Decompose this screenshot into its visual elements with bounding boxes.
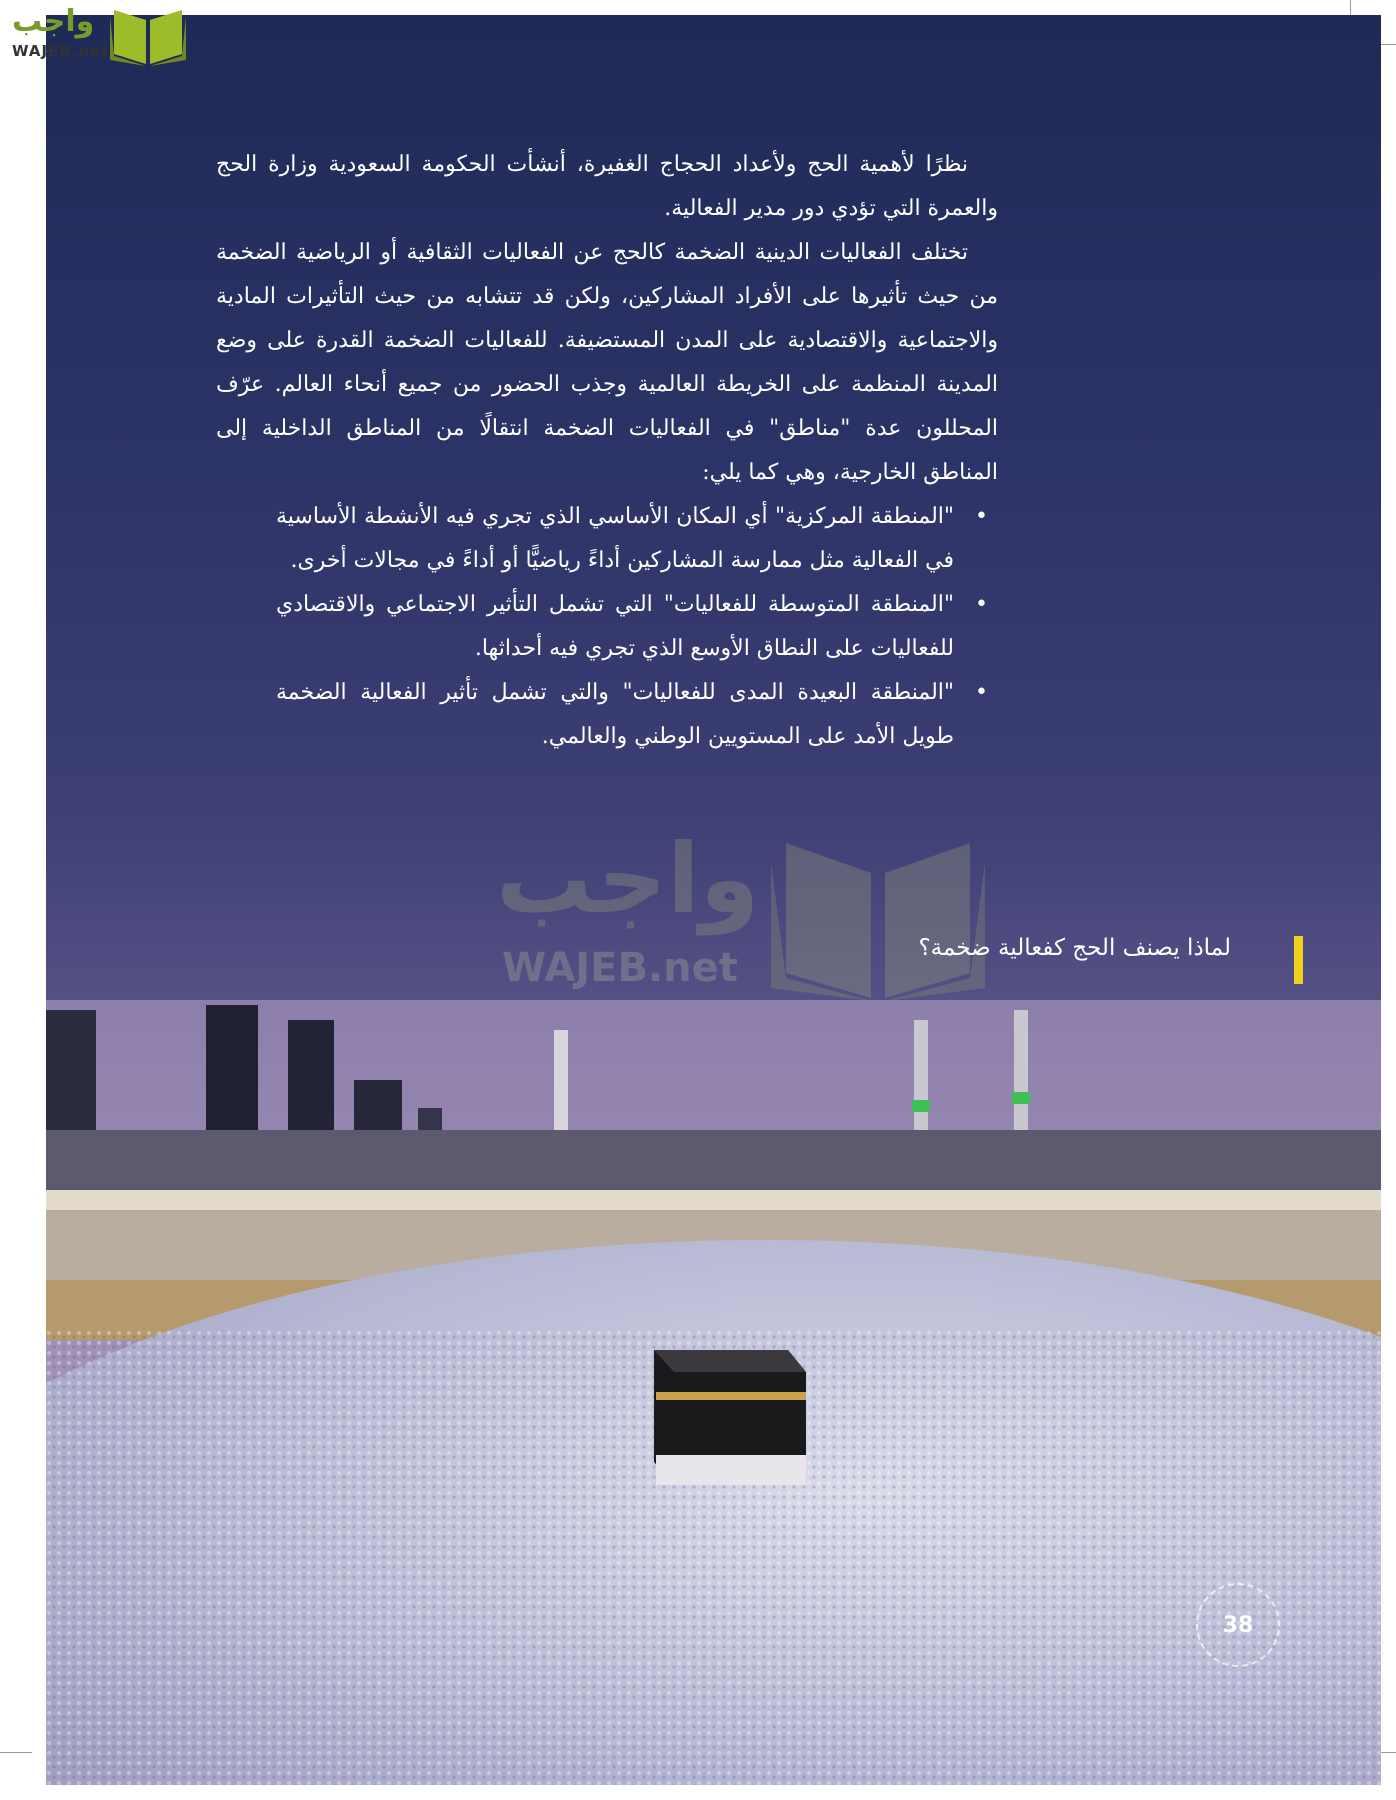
logo-arabic: واجب: [12, 4, 95, 39]
watermark-arabic: واجب: [496, 823, 760, 935]
textbook-page: [46, 15, 1381, 1785]
watermark: [496, 823, 996, 1003]
list-item: • "المنطقة المركزية" أي المكان الأساسي الذي تجري فيه الأنشطة الأساسية في الفعالية مثل ممارسة المشاركين أداءً رياضيًّا أو أداءً في مجالات أخرى.: [276, 495, 954, 583]
crop-mark: [0, 1752, 32, 1753]
list-item: • "المنطقة المتوسطة للفعاليات" التي تشمل التأثير الاجتماعي والاقتصادي للفعاليات على النطاق الأوسع الذي تجري فيه أحداثها.: [276, 583, 954, 671]
body-text: [216, 143, 998, 759]
question-accent-bar: [1294, 936, 1303, 984]
watermark-english: WAJEB.net: [502, 945, 738, 991]
book-icon: [108, 6, 188, 66]
page-number: 38: [1196, 1583, 1280, 1667]
paragraph-1: نظرًا لأهمية الحج ولأعداد الحجاج الغفيرة، أنشأت الحكومة السعودية وزارة الحج والعمرة التي تؤدي دور مدير الفعالية.: [216, 152, 998, 221]
logo: [12, 4, 192, 66]
logo-english: WAJEB.net: [12, 42, 110, 60]
book-icon: [766, 833, 990, 1003]
discussion-question: لماذا يصنف الحج كفعالية ضخمة؟: [918, 935, 1231, 961]
kaaba-photo: [46, 1000, 1381, 1785]
paragraph-2: تختلف الفعاليات الدينية الضخمة كالحج عن الفعاليات الثقافية أو الرياضية الضخمة من حيث تأثيرها على الأفراد المشاركين، ولكن قد تتشابه من حيث التأثيرات المادية والاجتماعية والاقتصادية على المدن المستضيفة. للفعاليات الضخمة القدرة على وضع المدينة المنظمة على الخريطة العالمية وجذب الحضور من جميع أنحاء العالم. عرّف المحللون عدة "مناطق" في الفعاليات الضخمة انتقالًا من المناطق الداخلية إلى المناطق الخارجية، وهي كما يلي:: [216, 240, 998, 485]
list-item: • "المنطقة البعيدة المدى للفعاليات" والتي تشمل تأثير الفعالية الضخمة طويل الأمد على المستويين الوطني والعالمي.: [276, 671, 954, 759]
zones-list: [216, 495, 998, 759]
